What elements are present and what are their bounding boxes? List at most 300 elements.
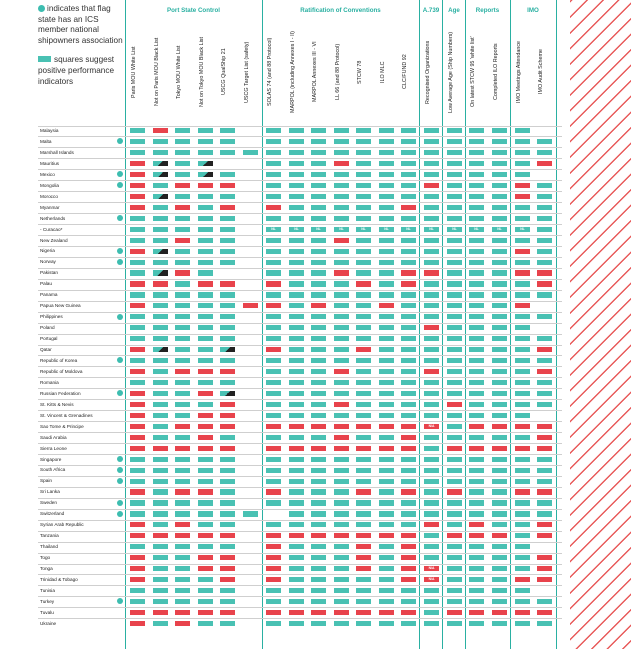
table-cell — [289, 479, 304, 484]
table-cell — [537, 227, 552, 232]
table-cell — [379, 489, 394, 494]
table-cell — [379, 402, 394, 407]
table-cell — [492, 303, 507, 308]
table-cell — [311, 511, 326, 516]
table-cell — [401, 314, 416, 319]
table-cell — [356, 325, 371, 330]
table-cell — [266, 216, 281, 221]
table-cell — [401, 588, 416, 593]
table-cell — [311, 500, 326, 505]
table-cell — [492, 566, 507, 571]
group-header-0: Port State Control — [167, 7, 220, 14]
country-name: Togo — [40, 555, 51, 561]
table-cell — [515, 511, 530, 516]
table-cell — [289, 314, 304, 319]
table-cell — [334, 544, 349, 549]
table-cell — [198, 522, 213, 527]
table-cell — [289, 161, 304, 166]
table-cell — [289, 555, 304, 560]
table-cell — [198, 380, 213, 385]
group-header-2: A.739 — [422, 7, 440, 14]
table-cell — [469, 216, 484, 221]
table-cell — [492, 402, 507, 407]
table-cell — [334, 413, 349, 418]
legend-squares — [38, 55, 126, 87]
table-cell — [130, 566, 145, 571]
table-cell — [424, 325, 439, 330]
table-cell — [130, 588, 145, 593]
table-cell — [334, 610, 349, 615]
table-cell — [311, 522, 326, 527]
table-cell — [198, 139, 213, 144]
table-cell — [424, 139, 439, 144]
table-cell — [175, 227, 190, 232]
table-cell — [334, 457, 349, 462]
table-cell — [334, 479, 349, 484]
table-cell — [220, 500, 235, 505]
country-name: Marshall Islands — [40, 149, 74, 155]
table-cell — [153, 347, 168, 352]
table-cell — [379, 468, 394, 473]
table-cell — [198, 577, 213, 582]
table-cell — [469, 303, 484, 308]
table-cell — [492, 424, 507, 429]
table-cell — [447, 522, 462, 527]
table-cell — [515, 336, 530, 341]
table-cell — [334, 238, 349, 243]
table-cell — [153, 150, 168, 155]
table-cell — [469, 544, 484, 549]
table-cell — [220, 446, 235, 451]
table-cell — [401, 468, 416, 473]
table-cell — [379, 249, 394, 254]
country-name: Malaysia — [40, 128, 59, 133]
table-cell — [198, 194, 213, 199]
table-cell — [469, 128, 484, 133]
table-cell — [130, 260, 145, 265]
table-cell — [311, 172, 326, 177]
table-cell — [492, 249, 507, 254]
table-cell — [130, 325, 145, 330]
table-cell — [356, 621, 371, 626]
table-cell — [537, 479, 552, 484]
table-cell — [492, 468, 507, 473]
table-cell — [289, 325, 304, 330]
table-cell — [175, 292, 190, 297]
table-cell — [492, 533, 507, 538]
table-cell — [334, 249, 349, 254]
table-cell — [424, 150, 439, 155]
table-cell — [153, 336, 168, 341]
table-cell — [379, 216, 394, 221]
legend — [38, 4, 126, 96]
country-name: Netherlands — [40, 215, 66, 221]
table-cell — [492, 555, 507, 560]
table-cell — [537, 621, 552, 626]
table-cell — [537, 292, 552, 297]
table-cell — [469, 599, 484, 604]
table-cell — [311, 128, 326, 133]
country-name: Republic of Moldova — [40, 368, 83, 374]
table-cell — [311, 292, 326, 297]
table-cell — [334, 128, 349, 133]
table-cell — [356, 194, 371, 199]
table-cell — [537, 402, 552, 407]
table-cell — [198, 325, 213, 330]
table-cell — [379, 424, 394, 429]
table-cell — [220, 314, 235, 319]
table-cell — [537, 446, 552, 451]
table-cell — [401, 216, 416, 221]
table-cell — [198, 249, 213, 254]
table-cell — [334, 555, 349, 560]
country-name: Sri Lanka — [40, 489, 60, 495]
table-cell — [515, 588, 530, 593]
table-cell — [311, 457, 326, 462]
table-cell — [175, 281, 190, 286]
table-cell: NL — [334, 227, 349, 232]
table-cell — [447, 183, 462, 188]
table-cell — [220, 435, 235, 440]
table-cell — [447, 500, 462, 505]
table-cell — [356, 336, 371, 341]
table-cell — [243, 511, 258, 516]
table-cell — [175, 358, 190, 363]
table-cell — [447, 457, 462, 462]
group-header-3: Age — [448, 7, 460, 14]
table-cell — [220, 424, 235, 429]
country-name: Portugal — [40, 336, 58, 342]
table-cell — [175, 468, 190, 473]
table-cell — [130, 500, 145, 505]
table-cell — [198, 391, 213, 396]
table-cell — [289, 544, 304, 549]
table-cell — [401, 150, 416, 155]
table-cell: NL — [266, 227, 281, 232]
table-cell — [220, 413, 235, 418]
table-cell — [356, 172, 371, 177]
table-cell — [356, 347, 371, 352]
table-cell — [469, 500, 484, 505]
table-cell — [447, 424, 462, 429]
table-cell — [356, 303, 371, 308]
table-cell — [492, 150, 507, 155]
table-cell — [198, 347, 213, 352]
table-cell — [515, 610, 530, 615]
table-cell — [515, 380, 530, 385]
table-cell — [175, 555, 190, 560]
table-cell — [379, 413, 394, 418]
table-cell — [515, 139, 530, 144]
table-cell — [379, 621, 394, 626]
table-cell — [153, 227, 168, 232]
table-cell — [266, 336, 281, 341]
table-cell — [401, 336, 416, 341]
table-cell — [311, 391, 326, 396]
table-cell — [469, 205, 484, 210]
table-cell — [424, 413, 439, 418]
table-cell — [356, 292, 371, 297]
table-cell — [220, 577, 235, 582]
table-cell — [220, 172, 235, 177]
table-cell — [424, 369, 439, 374]
legend-indicator — [38, 4, 126, 46]
table-cell — [153, 413, 168, 418]
table-cell — [130, 238, 145, 243]
table-cell — [266, 172, 281, 177]
table-cell — [492, 435, 507, 440]
table-cell — [175, 314, 190, 319]
table-cell — [198, 150, 213, 155]
table-cell — [356, 139, 371, 144]
table-cell — [356, 446, 371, 451]
table-cell — [334, 150, 349, 155]
table-cell — [220, 479, 235, 484]
table-cell — [424, 544, 439, 549]
country-name: Papua New Guinea — [40, 303, 81, 309]
table-cell: NL — [356, 227, 371, 232]
indicator-dot-icon — [38, 5, 45, 12]
table-cell — [401, 249, 416, 254]
table-cell — [424, 249, 439, 254]
table-cell — [537, 139, 552, 144]
table-cell — [379, 500, 394, 505]
table-cell — [175, 489, 190, 494]
table-cell — [469, 391, 484, 396]
table-cell — [379, 128, 394, 133]
country-name: Thailand — [40, 544, 58, 550]
table-cell — [424, 500, 439, 505]
column-header-18: IMO Audit Scheme — [538, 49, 544, 95]
table-cell: N/A — [424, 577, 439, 582]
table-cell — [175, 336, 190, 341]
table-cell — [175, 325, 190, 330]
table-cell — [447, 555, 462, 560]
table-cell — [220, 139, 235, 144]
table-cell — [198, 227, 213, 232]
table-cell — [175, 544, 190, 549]
table-cell — [220, 621, 235, 626]
table-cell — [334, 500, 349, 505]
table-cell — [515, 522, 530, 527]
table-cell — [492, 194, 507, 199]
table-cell — [334, 292, 349, 297]
table-cell — [379, 336, 394, 341]
ics-member-indicator-icon — [117, 467, 123, 473]
table-cell — [289, 260, 304, 265]
table-cell — [469, 325, 484, 330]
table-cell — [220, 522, 235, 527]
table-cell — [379, 281, 394, 286]
table-cell — [424, 555, 439, 560]
table-cell — [266, 588, 281, 593]
table-cell — [334, 522, 349, 527]
table-cell — [130, 555, 145, 560]
table-cell — [424, 457, 439, 462]
table-cell — [220, 489, 235, 494]
table-cell — [153, 380, 168, 385]
table-cell — [356, 380, 371, 385]
table-cell — [198, 566, 213, 571]
table-cell — [492, 500, 507, 505]
table-cell — [379, 610, 394, 615]
table-cell — [447, 435, 462, 440]
table-cell — [289, 522, 304, 527]
table-cell — [311, 260, 326, 265]
table-cell — [447, 292, 462, 297]
table-cell — [266, 238, 281, 243]
table-cell — [130, 281, 145, 286]
table-cell — [401, 533, 416, 538]
table-cell — [266, 424, 281, 429]
table-cell — [447, 533, 462, 538]
table-cell: N/A — [424, 424, 439, 429]
country-name: St. Vincent & Grenadines — [40, 412, 93, 418]
column-header-11: ILO MLC — [380, 61, 386, 83]
table-cell — [220, 533, 235, 538]
country-name: Sierra Leone — [40, 445, 67, 451]
table-cell — [220, 238, 235, 243]
table-cell — [130, 610, 145, 615]
table-cell — [537, 468, 552, 473]
table-cell — [198, 599, 213, 604]
table-cell — [424, 358, 439, 363]
table-cell — [424, 479, 439, 484]
table-cell: NL — [424, 227, 439, 232]
table-cell — [537, 216, 552, 221]
table-cell — [266, 303, 281, 308]
table-cell — [153, 621, 168, 626]
table-cell — [447, 610, 462, 615]
table-cell — [198, 205, 213, 210]
table-cell — [175, 270, 190, 275]
table-cell — [379, 446, 394, 451]
table-cell — [379, 303, 394, 308]
table-cell — [401, 544, 416, 549]
table-cell — [289, 194, 304, 199]
table-cell — [289, 500, 304, 505]
table-cell — [379, 260, 394, 265]
table-cell — [379, 599, 394, 604]
table-cell — [447, 205, 462, 210]
table-cell — [537, 435, 552, 440]
table-cell — [130, 479, 145, 484]
table-cell — [401, 238, 416, 243]
table-cell — [447, 238, 462, 243]
table-cell — [289, 413, 304, 418]
table-cell — [334, 358, 349, 363]
country-name: - Curacao* — [40, 226, 63, 232]
table-cell — [469, 183, 484, 188]
table-cell — [311, 402, 326, 407]
table-cell — [379, 325, 394, 330]
table-cell — [379, 577, 394, 582]
table-cell — [130, 380, 145, 385]
table-cell — [153, 610, 168, 615]
table-cell — [469, 533, 484, 538]
table-cell — [175, 457, 190, 462]
table-cell — [266, 402, 281, 407]
table-cell — [266, 479, 281, 484]
table-cell — [424, 391, 439, 396]
table-cell — [311, 238, 326, 243]
table-cell — [266, 599, 281, 604]
table-cell — [515, 205, 530, 210]
table-cell — [447, 216, 462, 221]
table-cell — [469, 588, 484, 593]
table-cell — [243, 303, 258, 308]
table-cell — [130, 369, 145, 374]
table-cell — [469, 566, 484, 571]
table-cell — [492, 270, 507, 275]
table-cell — [424, 468, 439, 473]
table-cell — [515, 183, 530, 188]
table-cell — [447, 577, 462, 582]
table-cell — [175, 172, 190, 177]
table-cell — [198, 292, 213, 297]
table-cell — [289, 216, 304, 221]
table-cell — [469, 489, 484, 494]
table-cell — [311, 249, 326, 254]
table-cell — [492, 621, 507, 626]
table-cell — [334, 325, 349, 330]
table-cell — [424, 260, 439, 265]
table-cell — [153, 588, 168, 593]
table-cell — [311, 566, 326, 571]
table-cell — [220, 216, 235, 221]
table-cell — [220, 588, 235, 593]
table-cell — [130, 150, 145, 155]
table-cell — [153, 194, 168, 199]
table-cell — [130, 336, 145, 341]
table-cell — [130, 172, 145, 177]
table-cell — [515, 446, 530, 451]
table-cell — [153, 511, 168, 516]
table-cell — [175, 391, 190, 396]
table-cell — [220, 380, 235, 385]
table-cell — [469, 577, 484, 582]
table-cell — [515, 292, 530, 297]
column-header-12: CLC/FUND 92 — [402, 54, 408, 90]
table-cell — [266, 358, 281, 363]
table-cell — [175, 522, 190, 527]
table-cell — [537, 150, 552, 155]
table-cell — [447, 479, 462, 484]
country-name: Mexico — [40, 171, 55, 177]
country-name: Singapore — [40, 456, 62, 462]
table-cell — [401, 260, 416, 265]
table-cell — [515, 249, 530, 254]
table-cell — [447, 161, 462, 166]
table-cell — [153, 391, 168, 396]
table-cell — [515, 281, 530, 286]
table-cell — [424, 194, 439, 199]
country-name: Nigeria — [40, 248, 55, 254]
table-cell — [153, 314, 168, 319]
table-cell — [311, 555, 326, 560]
table-cell — [447, 347, 462, 352]
table-cell — [311, 281, 326, 286]
country-name: Switzerland — [40, 511, 65, 517]
table-cell — [401, 369, 416, 374]
table-cell — [220, 128, 235, 133]
table-cell — [515, 621, 530, 626]
column-header-5: USCG Target List (safety) — [244, 41, 250, 103]
table-cell — [401, 424, 416, 429]
table-cell — [492, 139, 507, 144]
table-cell — [401, 566, 416, 571]
table-cell — [379, 533, 394, 538]
